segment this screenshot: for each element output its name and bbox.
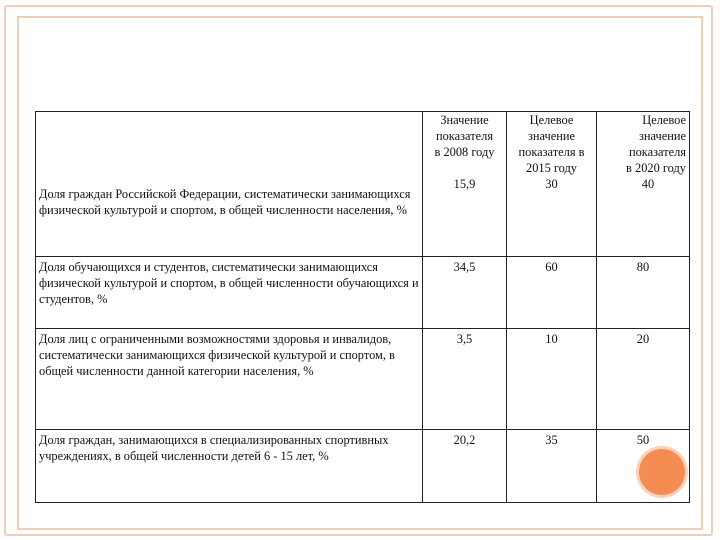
value-2020: 80 [597, 257, 690, 329]
value-2015: 35 [507, 430, 597, 503]
value-2020: 50 [597, 430, 690, 503]
value-2008: 15,9 [453, 177, 476, 191]
row-label-text: Доля обучающихся и студентов, систематически занимающихся физической культурой и спортом, в общей численности обучающихся и студентов, % [39, 260, 419, 306]
row-label-text: Доля граждан Российской Федерации, систематически занимающихся физической культурой и спортом, в общей численности населения, % [39, 187, 411, 217]
row-label [36, 257, 423, 329]
table-row [36, 430, 690, 503]
cell-2008 [423, 112, 507, 257]
value-2008: 34,5 [423, 257, 507, 329]
value-2015: 60 [507, 257, 597, 329]
header-2008-line3: в 2008 году [434, 145, 495, 159]
header-2008-line2: показателя [435, 129, 494, 143]
row-label-text: Доля лиц с ограниченными возможностями здоровья и инвалидов, систематически занимающихся физической культурой и спортом, в общей численности данной категории населения, % [39, 332, 395, 378]
header-2020-line2: значение [638, 129, 686, 143]
value-2020: 40 [641, 177, 655, 191]
row-label [36, 112, 423, 257]
value-2015: 10 [507, 329, 597, 430]
table-row [36, 257, 690, 329]
header-2015-line2: значение [527, 129, 576, 143]
decorative-orange-circle [639, 449, 685, 495]
indicators-table [35, 111, 690, 503]
value-2020: 20 [597, 329, 690, 430]
header-2020-line3: показателя [628, 145, 686, 159]
cell-2020 [597, 112, 690, 257]
cell-2015 [507, 112, 597, 257]
value-2008: 20,2 [423, 430, 507, 503]
value-2008: 3,5 [423, 329, 507, 430]
row-label [36, 329, 423, 430]
header-2020-line1: Целевое [642, 113, 686, 127]
row-label-text: Доля граждан, занимающихся в специализированных спортивных учреждениях, в общей численности детей 6 - 15 лет, % [39, 433, 389, 463]
table-row [36, 112, 690, 257]
row-label [36, 430, 423, 503]
value-2015: 30 [545, 177, 558, 191]
header-2008-line1: Значение [440, 113, 489, 127]
header-2015-line3: показателя в [518, 145, 585, 159]
header-2015-line4: 2015 году [526, 161, 577, 175]
header-2020-line4: в 2020 году [626, 161, 686, 175]
header-2015-line1: Целевое [529, 113, 574, 127]
table-row [36, 329, 690, 430]
